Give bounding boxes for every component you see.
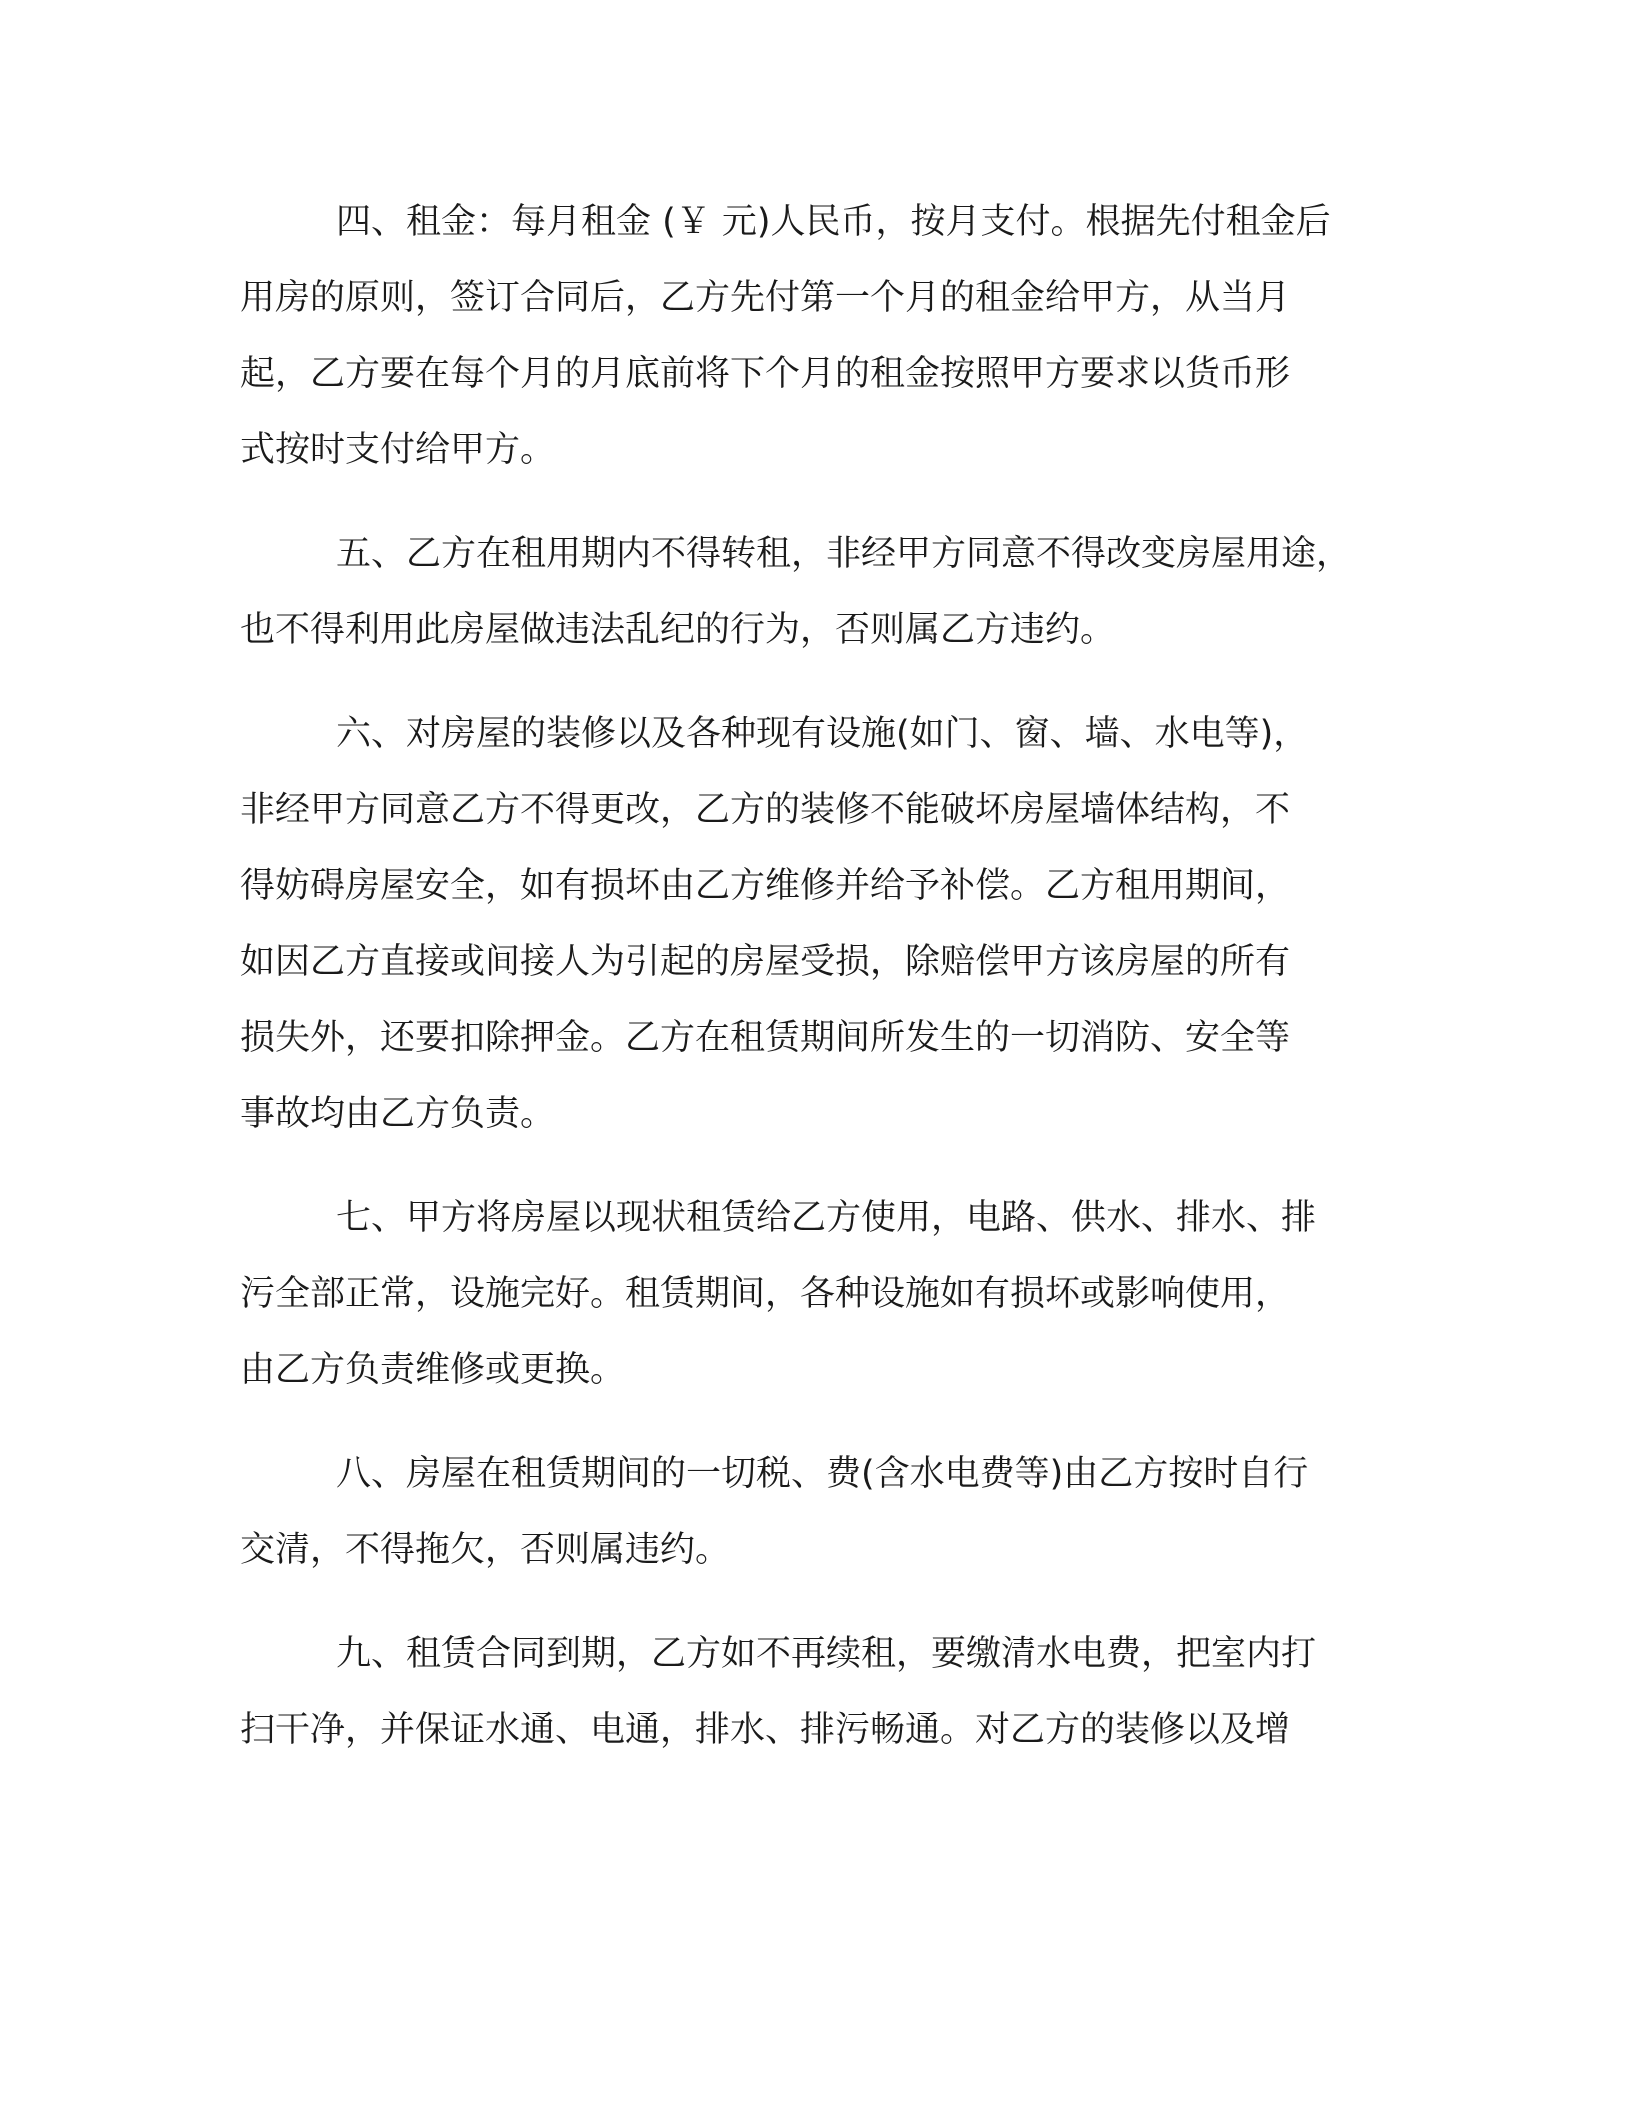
paragraph-fees xyxy=(240,1436,1410,1588)
text-line: 如因乙方直接或间接人为引起的房屋受损，除赔偿甲方该房屋的所有 xyxy=(240,942,1291,982)
text-line: 八、房屋在租赁期间的一切税、费(含水电费等)由乙方按时自行 xyxy=(336,1454,1309,1494)
text-line: 扫干净，并保证水通、电通，排水、排污畅通。对乙方的装修以及增 xyxy=(240,1710,1291,1750)
text-line: 损失外，还要扣除押金。乙方在租赁期间所发生的一切消防、安全等 xyxy=(240,1018,1291,1058)
text-line: 五、乙方在租用期内不得转租，非经甲方同意不得改变房屋用途， xyxy=(336,534,1352,574)
text-line: 九、租赁合同到期，乙方如不再续租，要缴清水电费，把室内打 xyxy=(336,1634,1317,1674)
text-line: 事故均由乙方负责。 xyxy=(240,1094,556,1134)
text-line: 式按时支付给甲方。 xyxy=(240,430,556,470)
text-line: 非经甲方同意乙方不得更改，乙方的装修不能破坏房屋墙体结构，不 xyxy=(240,790,1291,830)
text-line: 污全部正常，设施完好。租赁期间，各种设施如有损坏或影响使用， xyxy=(240,1274,1291,1314)
text-line: 得妨碍房屋安全，如有损坏由乙方维修并给予补偿。乙方租用期间， xyxy=(240,866,1291,906)
text-line: 交清，不得拖欠，否则属违约。 xyxy=(240,1530,731,1570)
text-line: 六、对房屋的装修以及各种现有设施(如门、窗、墙、水电等)， xyxy=(336,714,1309,754)
text-line: 也不得利用此房屋做违法乱纪的行为，否则属乙方违约。 xyxy=(240,610,1116,650)
text-line: 七、甲方将房屋以现状租赁给乙方使用，电路、供水、排水、排 xyxy=(336,1198,1317,1238)
paragraph-termination xyxy=(240,1616,1410,1768)
text-line: 由乙方负责维修或更换。 xyxy=(240,1350,626,1390)
text-line: 起，乙方要在每个月的月底前将下个月的租金按照甲方要求以货币形 xyxy=(240,354,1291,394)
paragraph-sublet xyxy=(240,516,1410,668)
paragraph-renovation xyxy=(240,696,1410,1152)
paragraph-rent xyxy=(240,184,1410,488)
paragraph-facilities xyxy=(240,1180,1410,1408)
text-line: 用房的原则，签订合同后，乙方先付第一个月的租金给甲方，从当月 xyxy=(240,278,1291,318)
document-body xyxy=(240,184,1410,1796)
text-line: 四、租金：每月租金 (￥ 元)人民币，按月支付。根据先付租金后 xyxy=(336,202,1331,242)
